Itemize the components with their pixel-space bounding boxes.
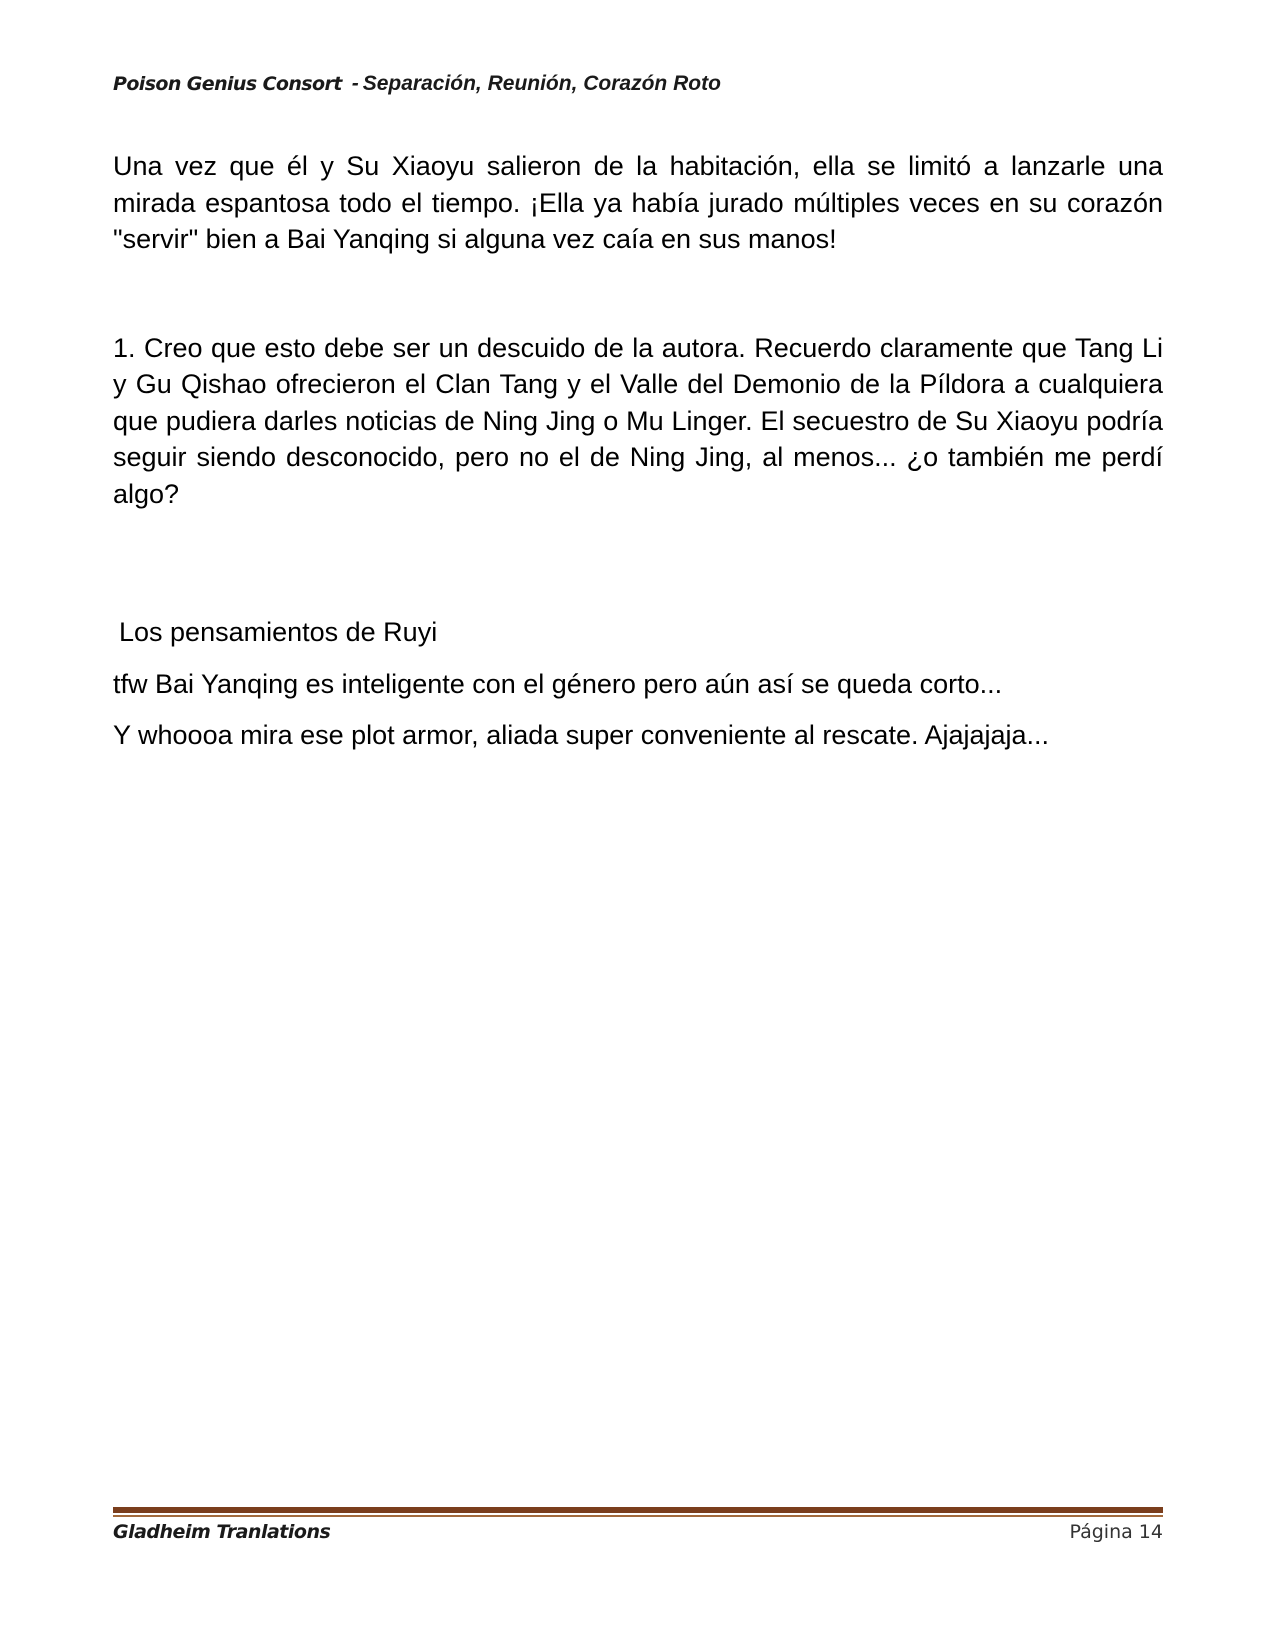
page-body bbox=[113, 148, 1163, 769]
page-number: Página 14 bbox=[1069, 1521, 1163, 1543]
footer-divider bbox=[113, 1507, 1163, 1515]
thought-line: Y whoooa mira ese plot armor, aliada super conveniente al rescate. Ajajajaja... bbox=[113, 720, 1050, 750]
thoughts-heading: Los pensamientos de Ruyi bbox=[119, 617, 438, 647]
thought-line: tfw Bai Yanqing es inteligente con el género pero aún así se queda corto... bbox=[113, 668, 1003, 699]
body-paragraph: Una vez que él y Su Xiaoyu salieron de la habitación, ella se limitó a lanzarle una mirada espantosa todo el tiempo. ¡Ella ya había jurado múltiples veces en su corazón "servir" bien a Bai Yanqing si alguna vez caía en sus manos! bbox=[113, 151, 1163, 254]
translator-note: 1. Creo que esto debe ser un descuido de la autora. Recuerdo claramente que Tang Li y Gu Qishao ofrecieron el Clan Tang y el Valle del Demonio de la Píldora a cualquiera que pudiera darles noticias de Ning Jing o Mu Linger. El secuestro de Su Xiaoyu podría seguir siendo desconocido, pero no el de Ning Jing, al menos... ¿o también me perdí algo? bbox=[113, 332, 1163, 509]
chapter-title: Separación, Reunión, Corazón Roto bbox=[362, 72, 721, 95]
series-title: Poison Genius Consort bbox=[113, 73, 342, 95]
footer-publisher: Gladheim Tranlations bbox=[113, 1521, 331, 1543]
page-header bbox=[113, 72, 1163, 96]
header-separator: - bbox=[351, 72, 359, 95]
